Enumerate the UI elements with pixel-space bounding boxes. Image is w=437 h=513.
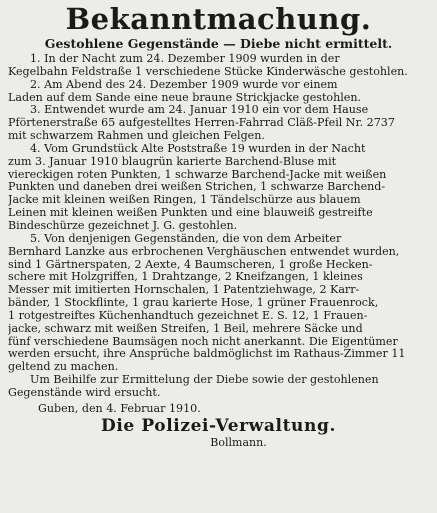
body-line: geltend zu machen.	[8, 361, 119, 374]
body-line: Bindeschürze gezeichnet J. G. gestohlen.	[8, 219, 238, 232]
body-line: schere mit Holzgriffen, 1 Drahtzange, 2 Kneifzangen, 1 kleines	[8, 271, 363, 284]
body-line: mit schwarzem Rahmen und gleichen Felgen.	[8, 130, 265, 143]
body-line: Messer mit imitierten Hornschalen, 1 Patentziehwage, 2 Karr-	[8, 284, 360, 297]
signature: Bollmann.	[210, 435, 267, 449]
body-line: werden ersucht, ihre Ansprüche baldmöglichst im Rathaus-Zimmer 11	[8, 348, 406, 361]
body-line: Pförtenerstraße 65 aufgestelltes Herren-Fahrrad Cläß-Pfeil Nr. 2737	[8, 117, 395, 130]
body-line: Punkten und daneben drei weißen Strichen, 1 schwarze Barchend-	[8, 181, 386, 194]
body-line: 1. In der Nacht zum 24. Dezember 1909 wurden in der	[30, 53, 340, 65]
body-line: bänder, 1 Stockflinte, 1 grau karierte Hose, 1 grüner Frauenrock,	[8, 297, 379, 310]
body-line: Um Beihilfe zur Ermittelung der Diebe sowie der gestohlenen	[30, 374, 379, 387]
body-line: fünf verschiedene Baumsägen noch nicht anerkannt. Die Eigentümer	[8, 335, 398, 348]
body-line: Leinen mit kleinen weißen Punkten und eine blauweiß gestreifte	[8, 207, 373, 220]
body-line: Gegenstände wird ersucht.	[8, 386, 161, 399]
body-line: Jacke mit kleinen weißen Ringen, 1 Tändelschürze aus blauem	[8, 194, 361, 207]
body-line: Laden auf dem Sande eine neue braune Strickjacke gestohlen.	[8, 91, 362, 104]
body-line: 3. Entwendet wurde am 24. Januar 1910 ein vor dem Hause	[30, 104, 369, 117]
issuing-authority: Die Polizei-Verwaltung.	[101, 415, 336, 436]
body-line: jacke, schwarz mit weißen Streifen, 1 Beil, mehrere Säcke und	[8, 322, 363, 335]
body-line: 1 rotgestreiftes Küchenhandtuch gezeichnet E. S. 12, 1 Frauen-	[8, 309, 368, 322]
body-line: 4. Vom Grundstück Alte Poststraße 19 wurden in der Nacht	[30, 142, 366, 155]
notice-subtitle: Gestohlene Gegenstände — Diebe nicht ermittelt.	[44, 36, 393, 51]
body-line: Bernhard Lanzke aus erbrochenen Verghäuschen entwendet wurden,	[8, 245, 400, 258]
dateline: Guben, den 4. Februar 1910.	[38, 401, 201, 415]
body-line: Kegelbahn Feldstraße 1 verschiedene Stücke Kinderwäsche gestohlen.	[8, 65, 408, 78]
notice-body	[8, 53, 429, 400]
body-line: 2. Am Abend des 24. Dezember 1909 wurde vor einem	[30, 78, 338, 91]
body-line: viereckigen roten Punkten, 1 schwarze Barchend-Jacke mit weißen	[8, 168, 387, 181]
notice-title: Bekanntmachung.	[65, 2, 372, 36]
body-line: zum 3. Januar 1910 blaugrün karierte Barchend-Bluse mit	[8, 155, 337, 168]
body-line: sind 1 Gärtnerspaten, 2 Aexte, 4 Baumscheren, 1 große Hecken-	[8, 258, 373, 271]
body-line: 5. Von denjenigen Gegenständen, die von dem Arbeiter	[30, 232, 342, 245]
